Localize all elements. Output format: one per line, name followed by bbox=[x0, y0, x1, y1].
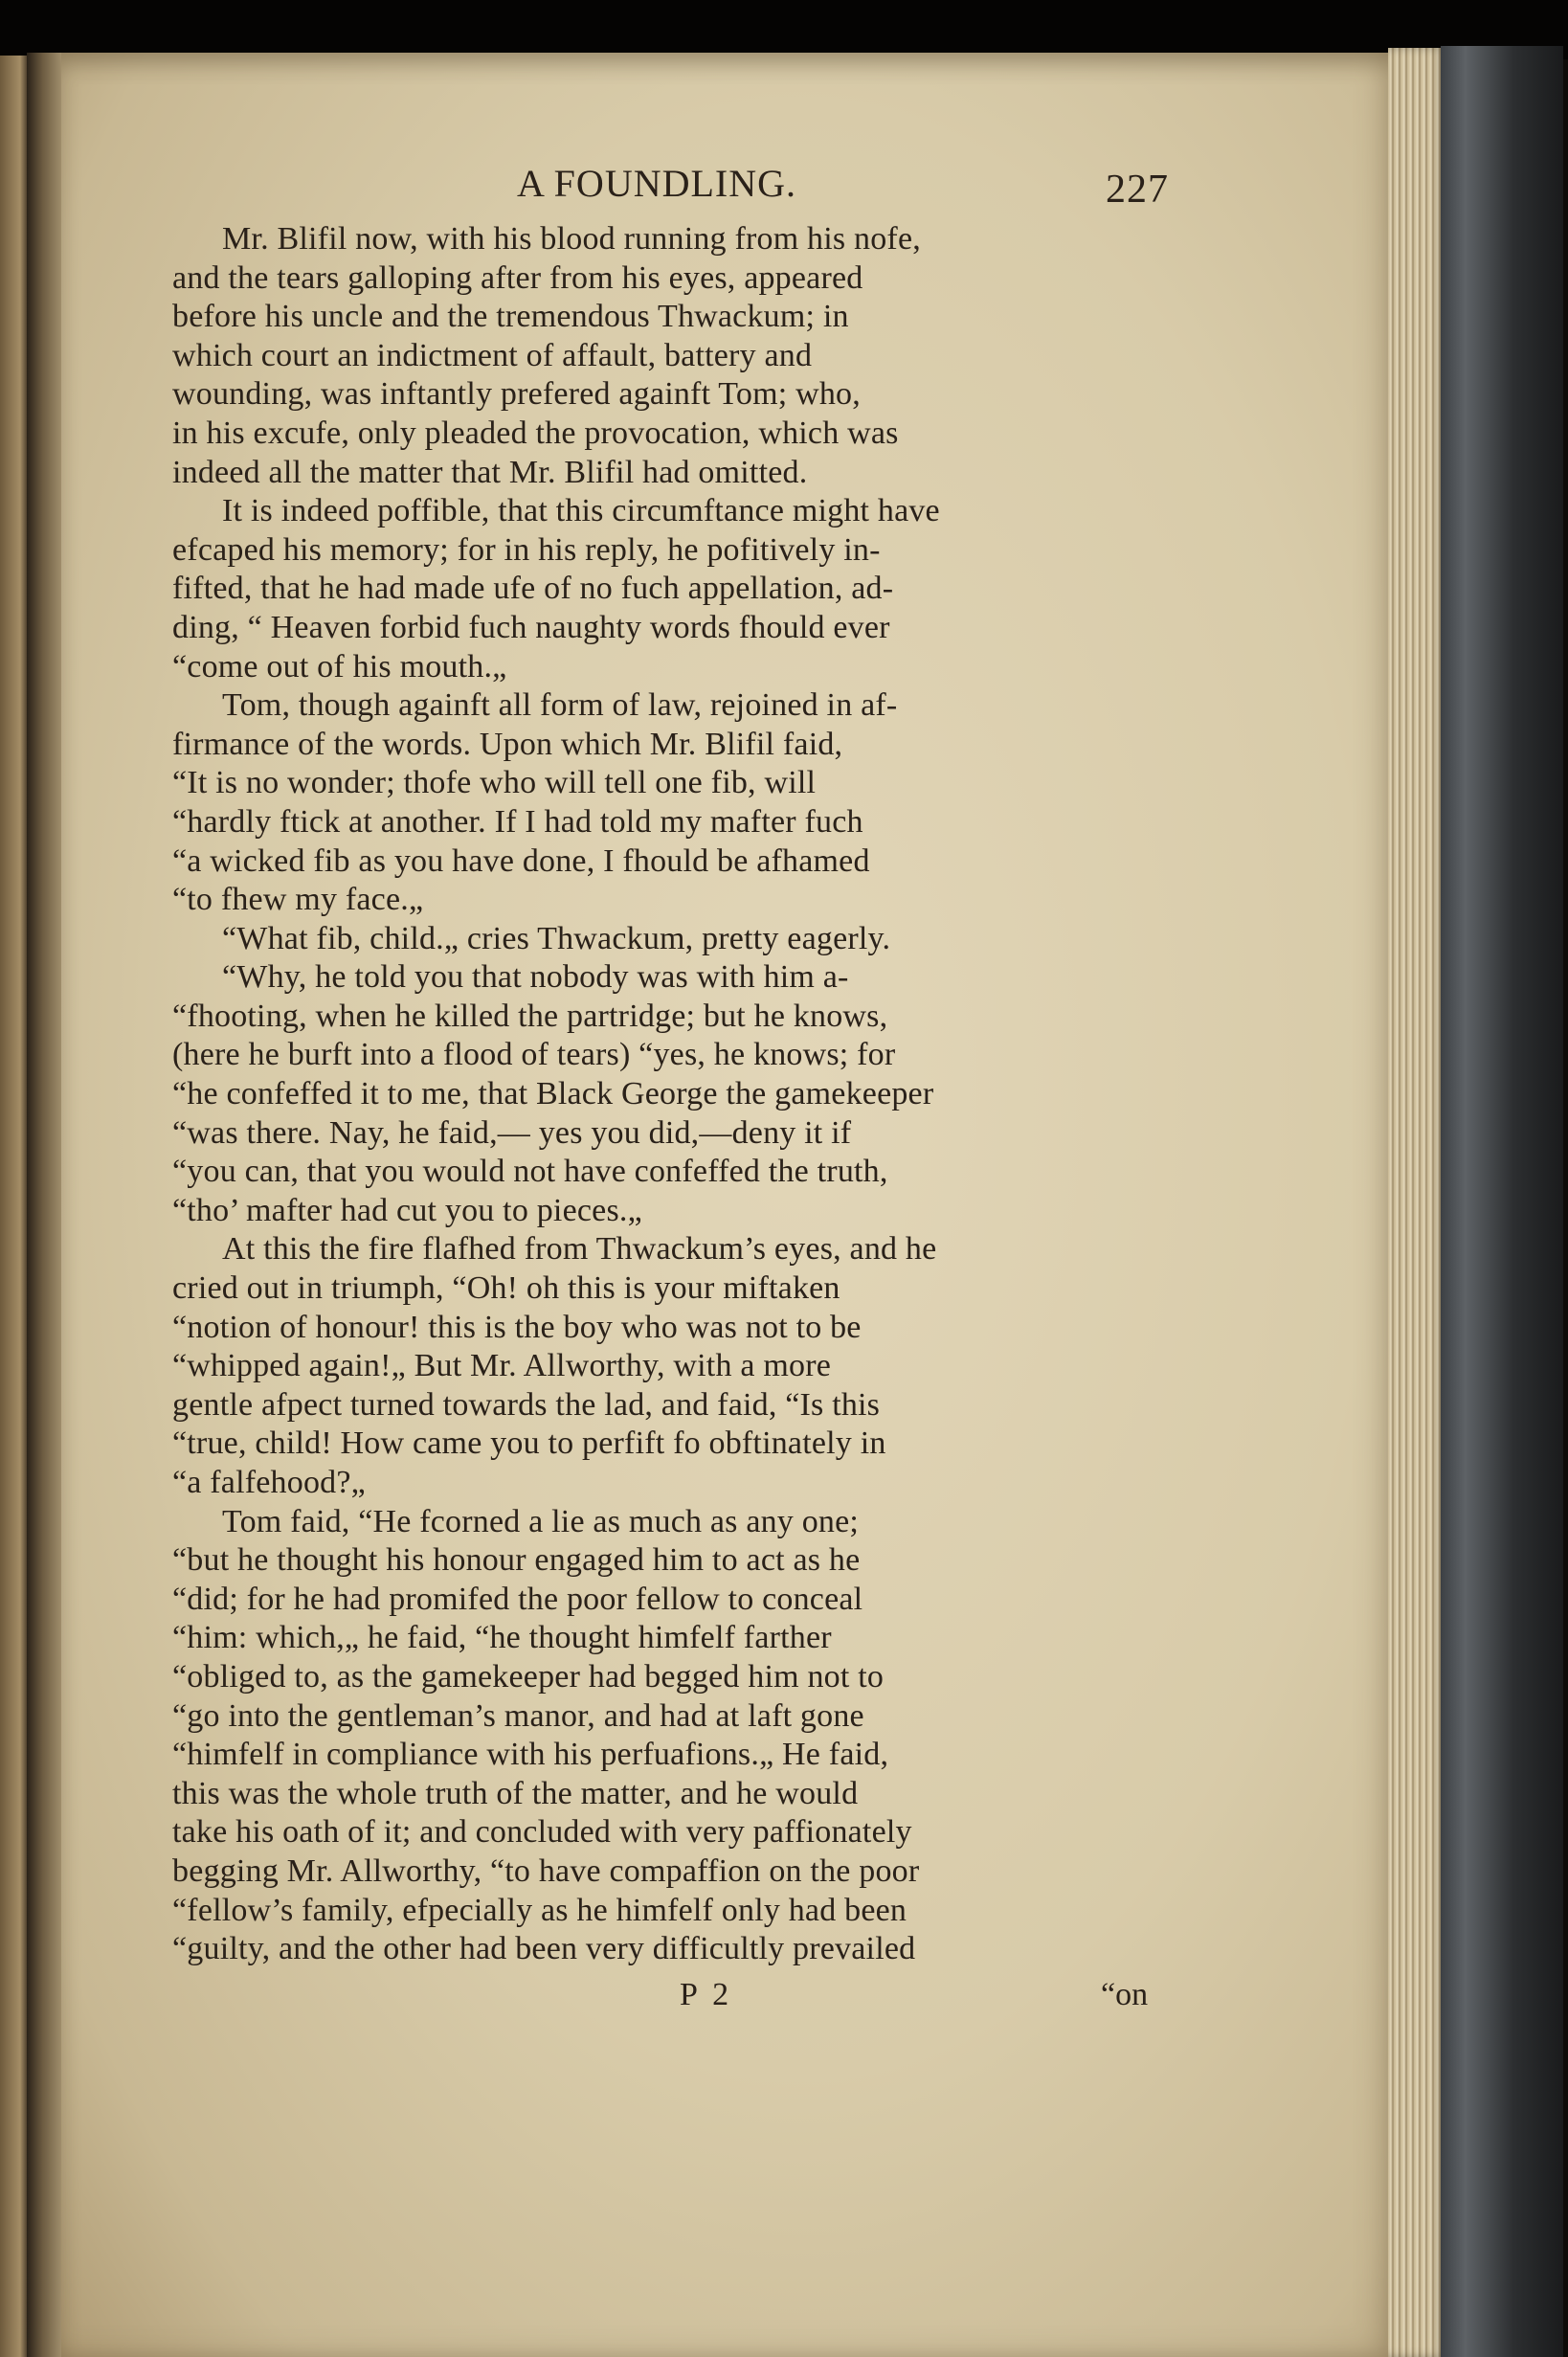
text-line: “a wicked fib as you have done, I fhould be afhamed bbox=[172, 842, 870, 879]
text-line: “Why, he told you that nobody was with him a- bbox=[222, 959, 849, 996]
text-line: indeed all the matter that Mr. Blifil had omitted. bbox=[172, 454, 808, 490]
text-line: At this the fire flafhed from Thwackum’s eyes, and he bbox=[222, 1231, 937, 1268]
text-line: Mr. Blifil now, with his blood running from his nofe, bbox=[222, 221, 921, 257]
text-line: “he confeffed it to me, that Black George the gamekeeper bbox=[172, 1076, 934, 1112]
text-line: “whipped again!„ But Mr. Allworthy, with a more bbox=[172, 1348, 832, 1384]
text-line: “guilty, and the other had been very difficultly prevailed bbox=[172, 1931, 916, 1967]
text-line: “him: which,„ he faid, “he thought himfelf farther bbox=[172, 1620, 832, 1656]
text-line: in his excufe, only pleaded the provocation, which was bbox=[172, 415, 899, 451]
signature-mark: P 2 bbox=[680, 1976, 733, 2012]
text-line: before his uncle and the tremendous Thwackum; in bbox=[172, 299, 849, 335]
book-cover-edge bbox=[1441, 46, 1563, 2357]
text-line: “It is no wonder; thofe who will tell one fib, will bbox=[172, 765, 817, 801]
text-line: “fhooting, when he killed the partridge; but he knows, bbox=[172, 998, 888, 1034]
text-line: wounding, was inftantly prefered againft Tom; who, bbox=[172, 376, 861, 413]
text-line: “hardly ftick at another. If I had told my mafter fuch bbox=[172, 803, 863, 840]
text-line: Tom faid, “He fcorned a lie as much as any one; bbox=[222, 1503, 860, 1539]
catchword: “on bbox=[1101, 1976, 1149, 2012]
text-line: “tho’ mafter had cut you to pieces.„ bbox=[172, 1192, 642, 1228]
text-line: “true, child! How came you to perfift fo obftinately in bbox=[172, 1425, 886, 1462]
text-line: “come out of his mouth.„ bbox=[172, 648, 507, 685]
text-line: and the tears galloping after from his eyes, appeared bbox=[172, 259, 863, 296]
text-line: “go into the gentleman’s manor, and had at laft gone bbox=[172, 1697, 864, 1734]
text-line: take his oath of it; and concluded with very paffionately bbox=[172, 1814, 912, 1851]
text-line: It is indeed poffible, that this circumftance might have bbox=[222, 493, 940, 529]
text-line: “but he thought his honour engaged him to act as he bbox=[172, 1542, 861, 1579]
text-line: “you can, that you would not have confeffed the truth, bbox=[172, 1154, 888, 1190]
text-line: “himfelf in compliance with his perfuafions.„ He faid, bbox=[172, 1737, 889, 1773]
text-line: Tom, though againft all form of law, rejoined in af- bbox=[222, 687, 898, 724]
facing-page-edge bbox=[0, 56, 29, 2357]
text-line: “What fib, child.„ cries Thwackum, pretty eagerly. bbox=[222, 920, 891, 956]
text-line: “was there. Nay, he faid,— yes you did,—deny it if bbox=[172, 1114, 852, 1151]
text-line: gentle afpect turned towards the lad, and faid, “Is this bbox=[172, 1386, 881, 1423]
text-line: “fellow’s family, efpecially as he himfelf only had been bbox=[172, 1892, 907, 1928]
text-line: ding, “ Heaven forbid fuch naughty words fhould ever bbox=[172, 609, 890, 645]
text-line: efcaped his memory; for in his reply, he pofitively in- bbox=[172, 531, 881, 568]
text-line: “notion of honour! this is the boy who was not to be bbox=[172, 1309, 862, 1345]
page-footer bbox=[172, 1973, 1187, 2021]
text-line: cried out in triumph, “Oh! oh this is your miftaken bbox=[172, 1270, 840, 1307]
text-line: firmance of the words. Upon which Mr. Blifil faid, bbox=[172, 726, 843, 762]
text-line: fifted, that he had made ufe of no fuch appellation, ad- bbox=[172, 571, 894, 607]
text-line: (here he burft into a flood of tears) “yes, he knows; for bbox=[172, 1037, 896, 1073]
scan-background bbox=[0, 0, 1568, 59]
text-line: begging Mr. Allworthy, “to have compaffion on the poor bbox=[172, 1852, 920, 1889]
page-text bbox=[172, 153, 1187, 2021]
page-number: 227 bbox=[1106, 168, 1169, 212]
page-block-edges bbox=[1388, 48, 1445, 2357]
text-line: “obliged to, as the gamekeeper had begged him not to bbox=[172, 1658, 885, 1695]
running-head bbox=[172, 153, 1187, 220]
text-line: “a falfehood?„ bbox=[172, 1465, 366, 1500]
text-line: “did; for he had promifed the poor fellow to conceal bbox=[172, 1581, 863, 1617]
text-line: which court an indictment of affault, battery and bbox=[172, 337, 813, 373]
text-line: “to fhew my face.„ bbox=[172, 882, 424, 918]
text-line: this was the whole truth of the matter, and he would bbox=[172, 1775, 859, 1811]
running-title: A FOUNDLING. bbox=[517, 162, 796, 205]
